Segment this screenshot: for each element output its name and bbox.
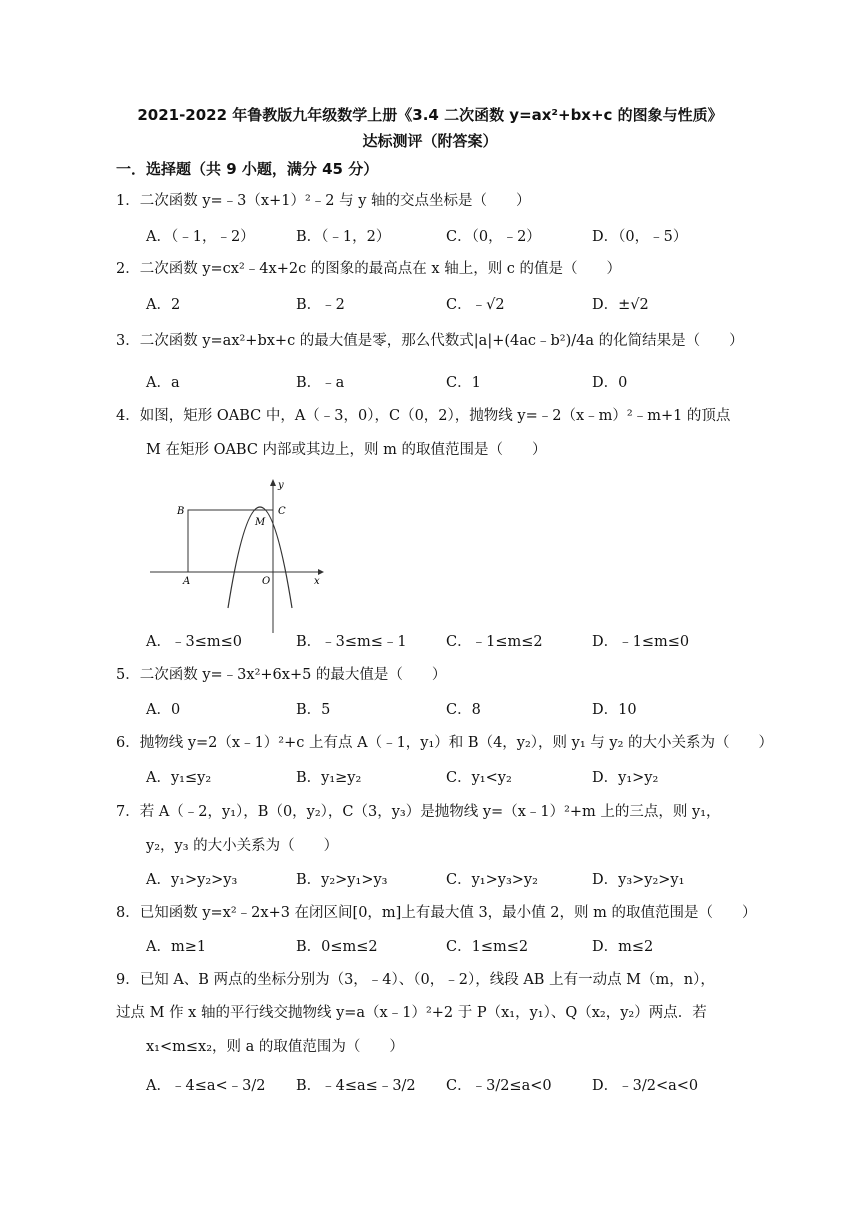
q9-option-d: D．﹣3/2<a<0 [592,1078,699,1094]
question-9-text-line2: 过点 M 作 x 轴的平行线交抛物线 y=a（x﹣1）²+2 于 P（x₁，y₁）、Q（x₂，y₂）两点．若 [116,1005,707,1021]
figure-label-a: A [183,576,191,587]
figure-label-b: B [177,506,185,517]
q1-option-b: B．（﹣1，2） [296,229,391,245]
q4-option-d: D．﹣1≤m≤0 [592,634,690,650]
q1-option-d: D．（0，﹣5） [592,229,688,245]
q1-option-c: C．（0，﹣2） [446,229,541,245]
q5-option-b: B．5 [296,702,331,718]
q2-option-a: A．2 [146,297,181,313]
q3-option-d: D．0 [592,375,628,391]
figure-label-x: x [314,576,320,587]
question-6-text: 6．抛物线 y=2（x﹣1）²+c 上有点 A（﹣1，y₁）和 B（4，y₂），则 y₁ 与 y₂ 的大小关系为（ ） [116,735,773,751]
q3-option-b: B．﹣a [296,375,345,391]
q6-option-a: A．y₁≤y₂ [146,770,212,786]
q9-option-c: C．﹣3/2≤a<0 [446,1078,552,1094]
q5-option-a: A．0 [146,702,181,718]
q8-option-d: D．m≤2 [592,939,654,955]
question-9-text-line3: x₁<m≤x₂，则 a 的取值范围为（ ） [146,1039,404,1055]
q7-option-d: D．y₃>y₂>y₁ [592,872,685,888]
q7-option-a: A．y₁>y₂>y₃ [146,872,238,888]
q6-option-c: C．y₁<y₂ [446,770,512,786]
q9-option-b: B．﹣4≤a≤﹣3/2 [296,1078,416,1094]
figure-label-m: M [255,517,266,528]
document-title: 2021-2022 年鲁教版九年级数学上册《3.4 二次函数 y=ax²+bx+c 的图象与性质》 [137,106,723,124]
q1-option-a: A．（﹣1，﹣2） [146,229,255,245]
q2-option-c: C．﹣√2 [446,297,505,313]
question-3-text: 3．二次函数 y=ax²+bx+c 的最大值是零，那么代数式|a|+(4ac﹣b²)/4a 的化简结果是（ ） [116,333,744,349]
question-1-text: 1．二次函数 y=﹣3（x+1）²﹣2 与 y 轴的交点坐标是（ ） [116,193,531,209]
q4-option-a: A．﹣3≤m≤0 [146,634,242,650]
question-5-text: 5．二次函数 y=﹣3x²+6x+5 的最大值是（ ） [116,667,447,683]
q3-option-c: C．1 [446,375,481,391]
q8-option-b: B．0≤m≤2 [296,939,378,955]
q8-option-a: A．m≥1 [146,939,207,955]
figure-label-y: y [278,480,284,491]
q6-option-d: D．y₁>y₂ [592,770,659,786]
section-heading: 一．选择题（共 9 小题，满分 45 分） [116,160,379,178]
q7-option-b: B．y₂>y₁>y₃ [296,872,388,888]
q5-option-d: D．10 [592,702,637,718]
q7-option-c: C．y₁>y₃>y₂ [446,872,538,888]
document-subtitle: 达标测评（附答案） [362,132,498,150]
q5-option-c: C．8 [446,702,481,718]
question-4-text-line2: M 在矩形 OABC 内部或其边上，则 m 的取值范围是（ ） [146,442,547,458]
q6-option-b: B．y₁≥y₂ [296,770,362,786]
q4-option-b: B．﹣3≤m≤﹣1 [296,634,407,650]
q3-option-a: A．a [146,375,180,391]
figure-label-o: O [262,576,271,587]
question-4-text-line1: 4．如图，矩形 OABC 中，A（﹣3，0），C（0，2），抛物线 y=﹣2（x﹣m）²﹣m+1 的顶点 [116,408,731,424]
question-8-text: 8．已知函数 y=x²﹣2x+3 在闭区间[0，m]上有最大值 3，最小值 2，则 m 的取值范围是（ ） [116,905,757,921]
q9-option-a: A．﹣4≤a<﹣3/2 [146,1078,266,1094]
q8-option-c: C．1≤m≤2 [446,939,529,955]
q2-option-b: B．﹣2 [296,297,345,313]
question-2-text: 2．二次函数 y=cx²﹣4x+2c 的图象的最高点在 x 轴上，则 c 的值是（ ） [116,261,622,277]
question-7-text-line2: y₂，y₃ 的大小关系为（ ） [146,838,339,854]
question-4-figure [148,478,328,638]
q2-option-d: D．±√2 [592,297,649,313]
question-9-text-line1: 9．已知 A、B 两点的坐标分别为（3，﹣4）、（0，﹣2），线段 AB 上有一动点 M（m，n）， [116,972,715,988]
question-7-text-line1: 7．若 A（﹣2，y₁），B（0，y₂），C（3，y₃）是抛物线 y=（x﹣1）²+m 上的三点，则 y₁， [116,804,721,820]
q4-option-c: C．﹣1≤m≤2 [446,634,543,650]
figure-label-c: C [278,506,286,517]
